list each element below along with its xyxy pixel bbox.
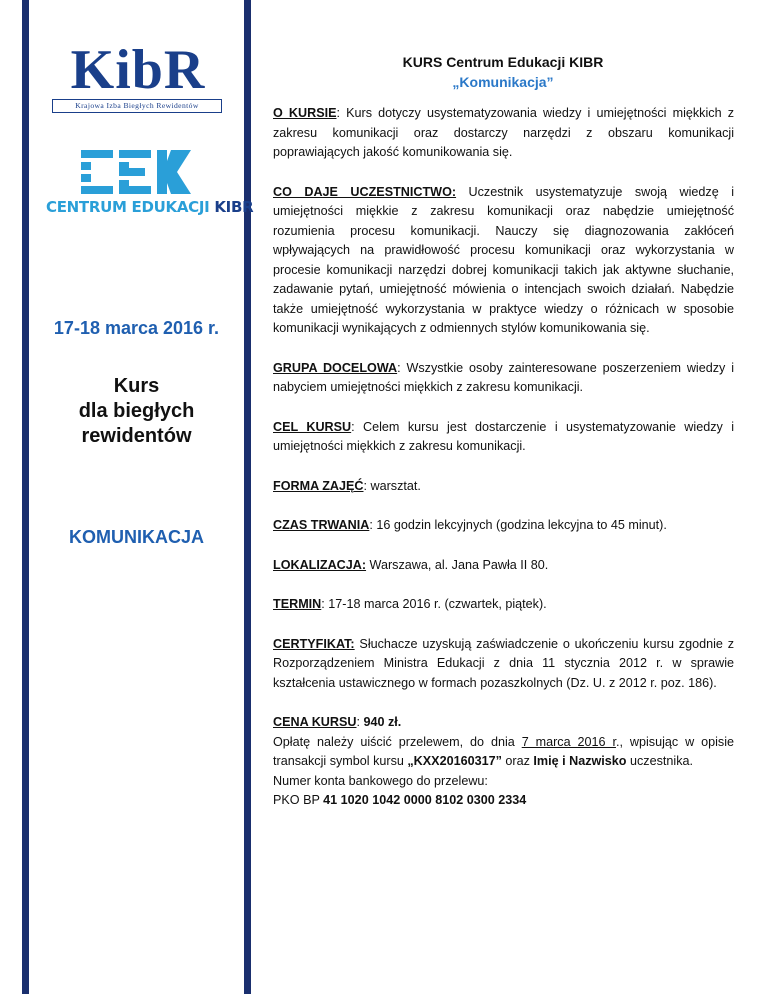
section-grupa-docelowa: [273, 359, 734, 398]
section-cena-kursu: [273, 713, 734, 811]
section-text: : Celem kursu jest dostarczenie i usystematyzowanie wiedzy i umiejętności miękkich z zakresu komunikacji.: [273, 419, 734, 453]
section-co-daje: [273, 183, 734, 339]
payment-instructions: [273, 733, 734, 772]
section-label: CENA KURSU: [273, 715, 357, 729]
price-value: 940 zł.: [363, 715, 402, 729]
course-topic: KOMUNIKACJA: [69, 527, 204, 547]
section-o-kursie: [273, 104, 734, 163]
payment-text: ., wpisując w opisie transakcji symbol kursu: [273, 734, 735, 768]
section-cel-kursu: [273, 418, 734, 457]
cek-logo: [46, 150, 254, 220]
section-label: O KURSIE: [273, 106, 337, 120]
section-label: CZAS TRWANIA: [273, 518, 370, 532]
kibr-logo-subtitle: Krajowa Izba Biegłych Rewidentów: [52, 99, 222, 113]
section-czas-trwania: [273, 516, 734, 536]
cek-logo-label: CENTRUM EDUKACJI KIBR: [46, 198, 254, 216]
kibr-logo-text: KibR: [70, 39, 206, 101]
name-field-note: Imię i Nazwisko: [533, 754, 627, 768]
course-symbol: „KXX20160317”: [407, 754, 502, 768]
kibr-logo: [52, 39, 224, 118]
price-line: [273, 713, 734, 733]
section-text: Warszawa, al. Jana Pawła II 80.: [366, 557, 549, 572]
cek-logo-icon: [81, 150, 191, 194]
section-label: FORMA ZAJĘĆ: [273, 478, 364, 493]
section-label: TERMIN: [273, 597, 322, 611]
section-label: LOKALIZACJA:: [273, 557, 367, 572]
course-title: [29, 374, 244, 449]
document-header: [272, 52, 734, 92]
account-number: 41 1020 1042 0000 8102 0300 2334: [323, 793, 527, 807]
course-title-line: rewidentów: [81, 425, 192, 447]
course-description: [273, 104, 734, 811]
section-text: : 16 godzin lekcyjnych (godzina lekcyjna to 45 minut).: [369, 518, 667, 532]
header-title: KURS Centrum Edukacji KIBR: [402, 54, 604, 70]
account-line: [273, 791, 734, 811]
header-subtitle: „Komunikacja”: [452, 74, 554, 90]
section-label: CO DAJE UCZESTNICTWO:: [273, 184, 457, 199]
section-text: Uczestnik usystematyzuje swoją wiedzę i umiejętności miękkie z zakresu komunikacji oraz nabędzie umiejętność rozumienia procesu komunikacji. Nauczy się diagnozowania zakłóceń wpływających na prawidłowość procesu komunikacji oraz wykorzystania w procesie komunikacji narzędzi dobrej komunikacji takich jak aktywne słuchanie, zadawanie pytań, umiejętność mówienia o intencjach swoich działań. Nabędzie także umiejętność wykorzystania w praktyce wiedzy o różnicach w sposobie komunikacji wynikających z odmiennych stylów komunikowania się.: [273, 184, 734, 335]
section-forma-zajec: [273, 477, 734, 497]
payment-text: Opłatę należy uiścić przelewem, do dnia: [273, 734, 522, 749]
section-label: CEL KURSU: [273, 419, 352, 434]
payment-deadline: 7 marca 2016 r: [521, 734, 616, 749]
course-date: 17-18 marca 2016 r.: [53, 318, 220, 338]
section-label: GRUPA DOCELOWA: [273, 360, 398, 375]
course-title-line: Kurs: [113, 375, 160, 397]
section-text: : Wszystkie osoby zainteresowane poszerzeniem wiedzy i nabyciem umiejętności miękkich z zakresu komunikacji.: [273, 360, 734, 394]
course-title-line: dla biegłych: [78, 400, 195, 422]
section-text: : 17-18 marca 2016 r. (czwartek, piątek).: [321, 597, 547, 611]
section-text: Słuchacze uzyskują zaświadczenie o ukończeniu kursu zgodnie z Rozporządzeniem Ministra Edukacji z dnia 11 stycznia 2012 r. w sprawie kształcenia ustawicznego w formach pozaszkolnych (Dz. U. z 2012 r. poz. 186).: [273, 636, 734, 690]
section-text: : warsztat.: [363, 478, 421, 493]
section-certyfikat: [273, 635, 734, 694]
payment-text: oraz: [501, 754, 534, 768]
section-lokalizacja: [273, 556, 734, 576]
section-text: : Kurs dotyczy usystematyzowania wiedzy i umiejętności miękkich z zakresu komunikacji oraz dostarczy narzędzi z obszaru komunikacji poprawiających jakość komunikowania się.: [273, 106, 734, 159]
payment-text: uczestnika.: [626, 754, 693, 768]
bank-name: PKO BP: [273, 793, 324, 807]
account-label: Numer konta bankowego do przelewu:: [273, 773, 488, 788]
price-colon: :: [356, 715, 364, 729]
section-termin: [273, 595, 734, 615]
section-label: CERTYFIKAT:: [273, 636, 355, 651]
